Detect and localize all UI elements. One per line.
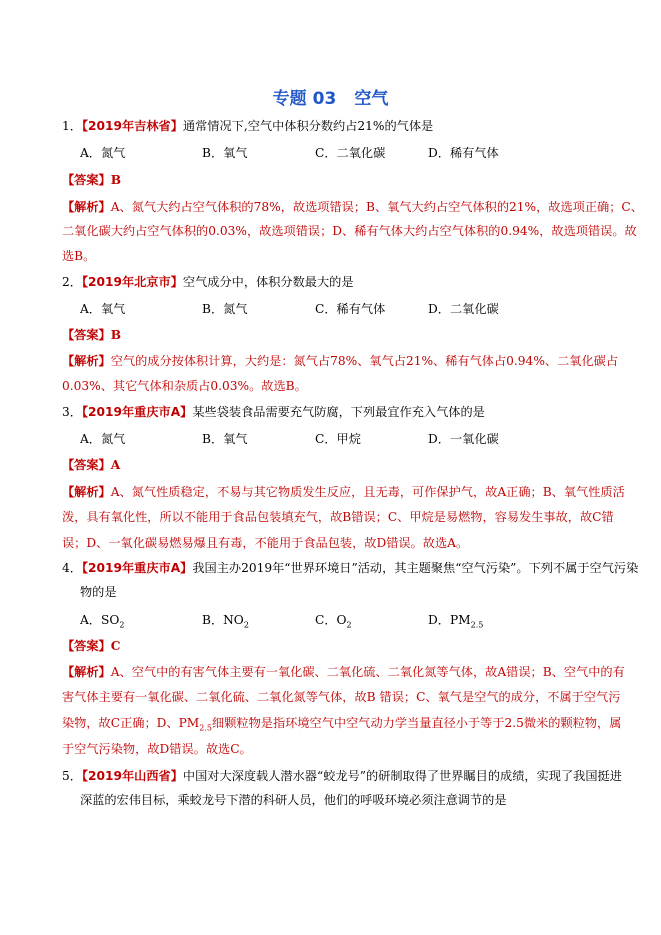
question-source: 【2019年北京市】 (81, 275, 183, 289)
question-source: 【2019年吉林省】 (81, 119, 183, 133)
page-title (0, 84, 661, 109)
q1-answer: 【答案】B (62, 173, 122, 187)
q3-explanation-line: 泼，具有氧化性，所以不能用于食品包装填充气，故B错误；C、甲烷是易燃物，容易发生事故，故C错 (62, 510, 614, 524)
q2-option-c: C．稀有气体 (315, 302, 386, 316)
question-2-stem: 2．【2019年北京市】空气成分中，体积分数最大的是 (62, 275, 354, 289)
question-5-stem: 5．【2019年山西省】中国对大深度载人潜水器“蛟龙号”的研制取得了世界瞩目的成绩，实现了我国挺进 (62, 769, 622, 783)
q4-explanation-line: 染物，故C正确；D、$PM_{2.5}$细颗粒物是指环境空气中空气动力学当量直径小于等于2.5微米的颗粒物，属 (62, 716, 622, 733)
question-source: 【2019年重庆市A】 (81, 405, 193, 419)
q2-option-d: D．二氧化碳 (428, 302, 499, 316)
q1-explanation-line: 二氧化碳大约占空气体积的0.03%，故选项错误；D、稀有气体大约占空气体积的0.94%，故选项错误。故 (62, 224, 637, 238)
q3-option-d: D．一氧化碳 (428, 432, 499, 446)
question-1-stem: 1．【2019年吉林省】通常情况下,空气中体积分数约占21%的气体是 (62, 119, 434, 133)
q4-explanation-line: 【解析】A、空气中的有害气体主要有一氧化碳、二氧化硫、二氧化氮等气体，故A错误；B、空气中的有 (62, 665, 625, 679)
q1-option-c: C．二氧化碳 (315, 146, 386, 160)
q3-option-b: B．氧气 (202, 432, 248, 446)
q4-option-d: D．$PM_{2.5}$ (428, 613, 484, 630)
q2-option-a: A．氧气 (80, 302, 126, 316)
q4-option-a: A．$SO_2$ (80, 613, 125, 630)
q2-explanation-line: 0.03%、其它气体和杂质占0.03%。故选B。 (62, 379, 307, 393)
q3-explanation-line: 【解析】A、氮气性质稳定，不易与其它物质发生反应，且无毒，可作保护气，故A正确；B、氧气性质活 (62, 485, 625, 499)
q4-answer: 【答案】C (62, 639, 121, 653)
question-3-stem: 3．【2019年重庆市A】某些袋装食品需要充气防腐，下列最宜作充入气体的是 (62, 405, 485, 419)
q2-option-b: B．氮气 (202, 302, 248, 316)
q4-option-b: B．$NO_2$ (202, 613, 249, 630)
q1-option-d: D．稀有气体 (428, 146, 499, 160)
question-source: 【2019年重庆市A】 (81, 561, 193, 575)
q4-explanation-line: 于空气污染物，故D错误。故选C。 (62, 742, 252, 756)
title-topic: 空气 (354, 89, 389, 109)
q1-explanation-line: 选B。 (62, 249, 96, 263)
question-5-stem-cont: 深蓝的宏伟目标，乘蛟龙号下潜的科研人员，他们的呼吸环境必须注意调节的是 (80, 793, 507, 807)
q4-option-c: C．$O_2$ (315, 613, 352, 630)
title-number: 03 (312, 89, 337, 109)
question-source: 【2019年山西省】 (81, 769, 183, 783)
q2-explanation-line: 【解析】空气的成分按体积计算，大约是：氮气占78%、氧气占21%、稀有气体占0.94%、二氧化碳占 (62, 354, 619, 368)
q2-answer: 【答案】B (62, 328, 122, 342)
question-4-stem: 4．【2019年重庆市A】我国主办2019年“世界环境日”活动，其主题聚焦“空气污染”。下列不属于空气污染 (62, 561, 639, 575)
q1-option-a: A．氮气 (80, 146, 126, 160)
q3-answer: 【答案】A (62, 458, 121, 472)
q4-explanation-line: 害气体主要有一氧化碳、二氧化硫、二氧化氮等气体，故B 错误；C、氧气是空气的成分，不属于空气污 (62, 690, 621, 704)
q3-explanation-line: 误；D、一氧化碳易燃易爆且有毒，不能用于食品包装，故D错误。故选A。 (62, 536, 469, 550)
q3-option-a: A．氮气 (80, 432, 126, 446)
title-prefix: 专题 (272, 89, 307, 109)
q1-option-b: B．氧气 (202, 146, 248, 160)
question-4-stem-cont: 物的是 (80, 585, 117, 599)
q3-option-c: C．甲烷 (315, 432, 361, 446)
q1-explanation-line: 【解析】A、氮气大约占空气体积的78%，故选项错误；B、氧气大约占空气体积的21%，故选项正确；C、 (62, 200, 643, 214)
